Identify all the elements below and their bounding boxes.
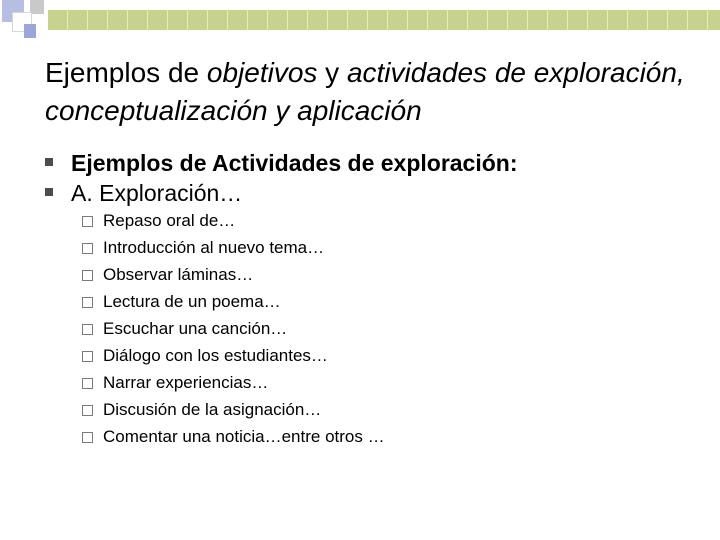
list-item-text: Comentar una noticia…entre otros … bbox=[103, 427, 385, 446]
list-item-text: Introducción al nuevo tema… bbox=[103, 238, 325, 257]
list-item-text: Escuchar una canción… bbox=[103, 319, 288, 338]
decor-square-periwinkle bbox=[24, 24, 36, 38]
list-item-text: Narrar experiencias… bbox=[103, 373, 269, 392]
decor-square-gray bbox=[30, 0, 44, 14]
hollow-square-bullet-icon bbox=[82, 432, 93, 443]
title-text-3: y bbox=[317, 57, 347, 88]
square-bullet-icon bbox=[45, 188, 53, 196]
list-item-text: Diálogo con los estudiantes… bbox=[103, 346, 328, 365]
list-item-text: Lectura de un poema… bbox=[103, 292, 281, 311]
title-text-4: actividades de exploración, conceptualización y aplicación bbox=[45, 57, 685, 126]
decor-green-band bbox=[48, 10, 720, 30]
square-bullet-icon bbox=[45, 158, 53, 166]
list-item-text: Observar láminas… bbox=[103, 265, 254, 284]
title-text-2: objetivos bbox=[206, 57, 318, 88]
hollow-square-bullet-icon bbox=[82, 243, 93, 254]
hollow-square-bullet-icon bbox=[82, 405, 93, 416]
hollow-square-bullet-icon bbox=[82, 378, 93, 389]
bullet-text: A. Exploración… bbox=[71, 180, 243, 206]
hollow-square-bullet-icon bbox=[82, 324, 93, 335]
slide-title bbox=[45, 54, 705, 130]
list-item-text: Repaso oral de… bbox=[103, 211, 236, 230]
hollow-square-bullet-icon bbox=[82, 216, 93, 227]
hollow-square-bullet-icon bbox=[82, 351, 93, 362]
hollow-square-bullet-icon bbox=[82, 297, 93, 308]
hollow-square-bullet-icon bbox=[82, 270, 93, 281]
list-item-text: Discusión de la asignación… bbox=[103, 400, 322, 419]
decorative-header bbox=[0, 0, 720, 40]
bullet-text: Ejemplos de Actividades de exploración: bbox=[71, 150, 518, 176]
title-text-1: Ejemplos de bbox=[45, 57, 207, 88]
